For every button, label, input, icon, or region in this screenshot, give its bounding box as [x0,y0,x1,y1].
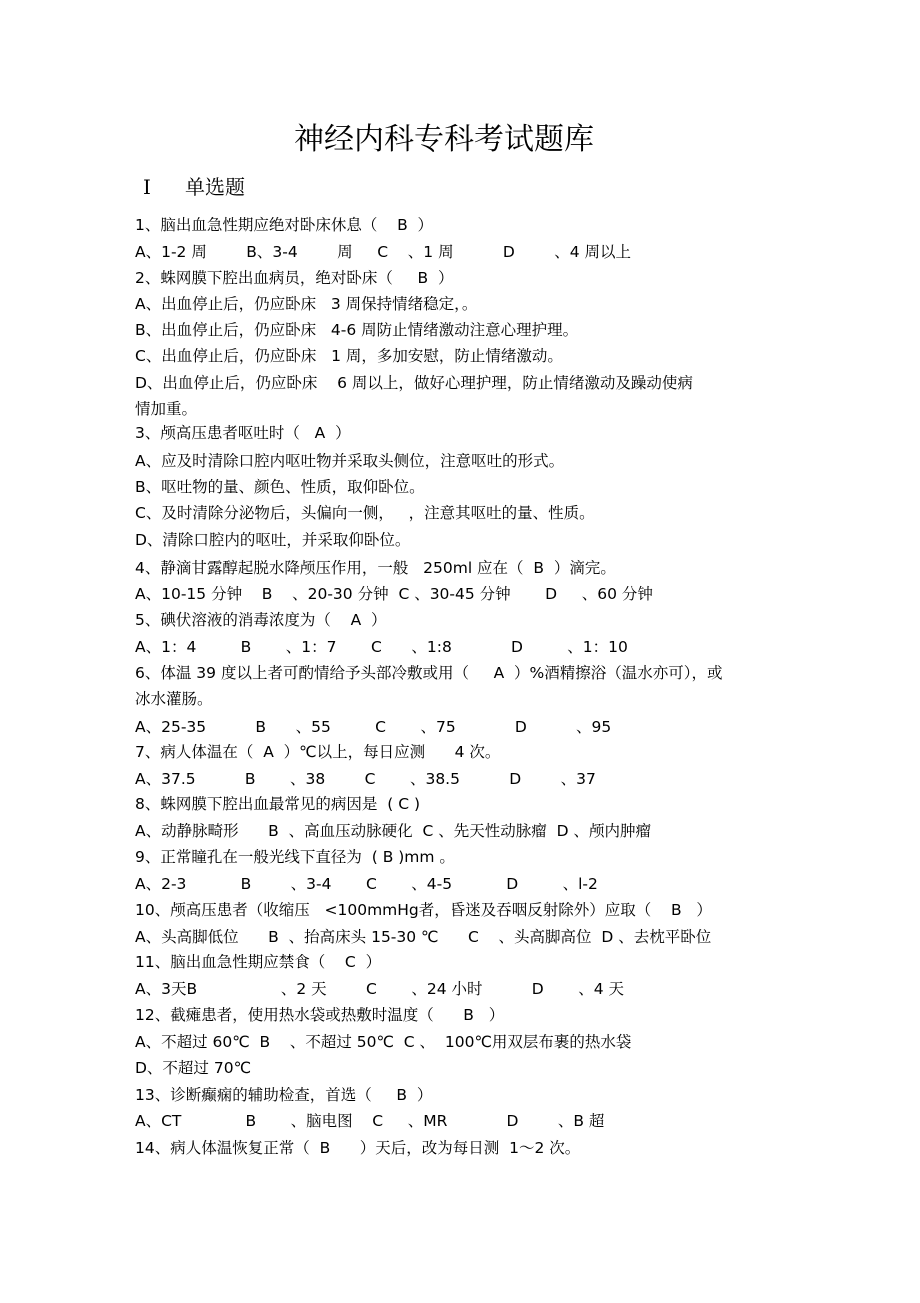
section-heading [143,172,245,202]
option-line: D、清除口腔内的呕吐，并采取仰卧位。 [135,531,411,549]
option-line: B、出血停止后，仍应卧床 4-6 周防止情绪激动注意心理护理。 [135,321,579,339]
question-line: 5、碘伏溶液的消毒浓度为（ A ） [135,611,387,629]
option-line: A、1-2 周 B、3-4 周 C 、1 周 D 、4 周以上 [135,243,631,261]
question-line: 1、脑出血急性期应绝对卧床休息（ B ） [135,216,434,234]
page-title: 神经内科专科考试题库 [294,122,594,157]
question-line-continued: 冰水灌肠。 [135,690,213,708]
question-line: 10、颅高压患者（收缩压 <100mmHg者，昏迷及吞咽反射除外）应取（ B ） [135,901,712,919]
question-line: 3、颅高压患者呕吐时（ A ） [135,424,351,442]
section-number: Ⅰ [143,175,151,199]
option-line-continued: 情加重。 [135,400,198,418]
question-line: 7、病人体温在（ A ）℃以上，每日应测 4 次。 [135,743,501,761]
option-line: A、头高脚低位 B 、抬高床头 15-30 ℃ C 、头高脚高位 D 、去枕平卧位 [135,928,712,946]
option-line: C、及时清除分泌物后，头偏向一侧， ，注意其呕吐的量、性质。 [135,504,595,522]
question-line: 9、正常瞳孔在一般光线下直径为 ( B )mm 。 [135,848,455,866]
option-line: A、CT B 、脑电图 C 、MR D 、B 超 [135,1112,605,1130]
section-title: 单选题 [185,175,245,199]
option-line: A、动静脉畸形 B 、高血压动脉硬化 C 、先天性动脉瘤 D 、颅内肿瘤 [135,822,651,840]
question-line: 4、静滴甘露醇起脱水降颅压作用，一般 250ml 应在（ B ）滴完。 [135,559,616,577]
option-line: A、25-35 B 、55 C 、75 D 、95 [135,718,612,736]
option-line: C、出血停止后，仍应卧床 1 周，多加安慰，防止情绪激动。 [135,347,563,365]
option-line: D、不超过 70℃ [135,1059,251,1077]
question-line: 12、截瘫患者，使用热水袋或热敷时温度（ B ） [135,1006,505,1024]
question-line: 2、蛛网膜下腔出血病员，绝对卧床（ B ） [135,269,454,287]
option-line: D、出血停止后，仍应卧床 6 周以上，做好心理护理，防止情绪激动及躁动使病 [135,374,693,392]
option-line: A、3天B 、2 天 C 、24 小时 D 、4 天 [135,980,625,998]
option-line: A、10-15 分钟 B 、20-30 分钟 C 、30-45 分钟 D 、60 分钟 [135,585,653,603]
question-line: 14、病人体温恢复正常（ B ）天后，改为每日测 1～2 次。 [135,1139,581,1157]
option-line: A、应及时清除口腔内呕吐物并采取头侧位，注意呕吐的形式。 [135,452,565,470]
question-line: 13、诊断癫痫的辅助检查，首选（ B ） [135,1086,433,1104]
option-line: B、呕吐物的量、颜色、性质，取仰卧位。 [135,478,425,496]
option-line: A、不超过 60℃ B 、不超过 50℃ C 、 100℃用双层布裹的热水袋 [135,1033,632,1051]
question-line: 11、脑出血急性期应禁食（ C ） [135,953,382,971]
question-line: 6、体温 39 度以上者可酌情给予头部冷敷或用（ A ）%酒精擦浴（温水亦可），或 [135,664,723,682]
option-line: A、1：4 B 、1：7 C 、1:8 D 、1：10 [135,638,628,656]
option-line: A、出血停止后，仍应卧床 3 周保持情绪稳定，。 [135,295,478,313]
question-line: 8、蛛网膜下腔出血最常见的病因是 ( C ) [135,795,420,813]
option-line: A、2-3 B 、3-4 C 、4-5 D 、l-2 [135,875,598,893]
option-line: A、37.5 B 、38 C 、38.5 D 、37 [135,770,596,788]
